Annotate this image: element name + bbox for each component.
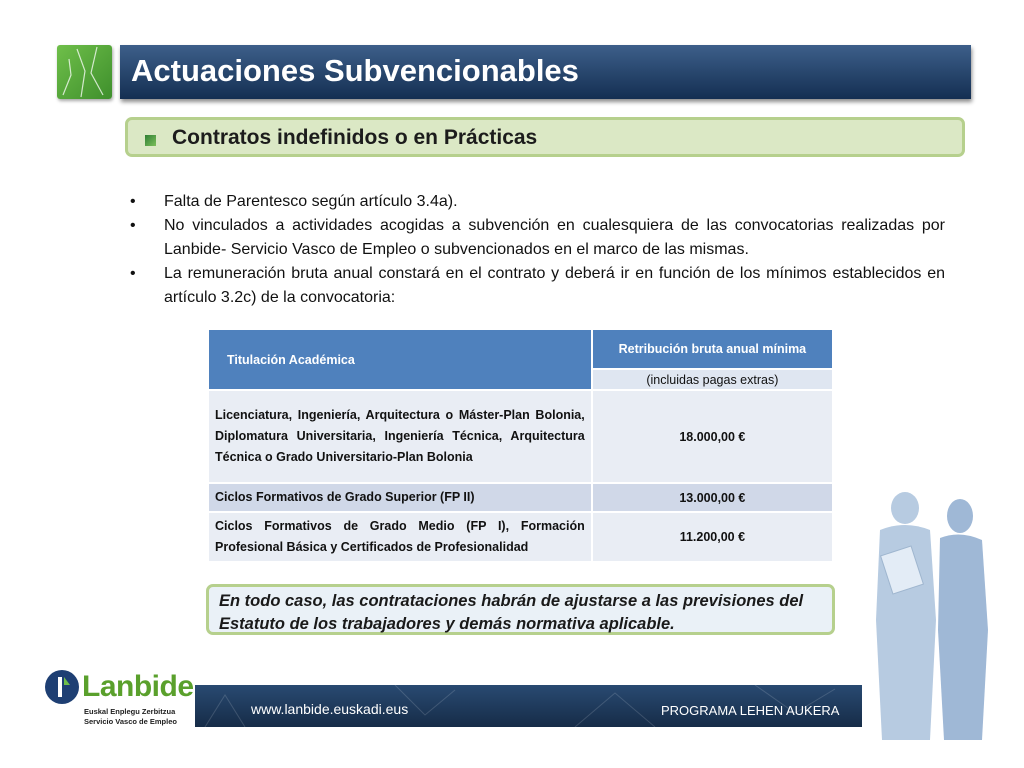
footer-bar (195, 685, 862, 727)
brand-line-1: Euskal Enplegu Zerbitzua (84, 707, 176, 716)
column-subheader: (incluidas pagas extras) (592, 369, 833, 390)
bullet-icon: • (130, 265, 136, 282)
titulacion-cell: Ciclos Formativos de Grado Medio (FP I), Formación Profesional Básica y Certificados de Profesionalidad (208, 512, 592, 562)
bullet-text: Falta de Parentesco según artículo 3.4a). (164, 193, 458, 210)
titulacion-cell: Licenciatura, Ingeniería, Arquitectura o Máster-Plan Bolonia, Diplomatura Universitaria, Ingeniería Técnica, Arquitectura Técnica o Grado Universitario-Plan Bolonia (208, 390, 592, 483)
retribucion-cell: 11.200,00 € (592, 512, 833, 562)
corner-lines-icon (57, 45, 112, 99)
section-heading-box (125, 117, 965, 157)
table-row (208, 512, 833, 562)
column-header-retribucion: Retribución bruta anual mínima (592, 329, 833, 369)
list-item (130, 262, 945, 310)
list-item (130, 214, 945, 262)
bullet-text: La remuneración bruta anual constará en el contrato y deberá ir en función de los mínimos establecidos en artículo 3.2c) de la convocatoria: (164, 265, 945, 306)
bullet-icon: • (130, 217, 136, 234)
people-silhouette-illustration (860, 490, 990, 745)
list-item (130, 190, 945, 214)
bullet-text: No vinculados a actividades acogidas a subvención en cualesquiera de las convocatorias realizadas por Lanbide- Servicio Vasco de Empleo o subvencionados en el marco de las mismas. (164, 217, 945, 258)
green-square-icon (145, 135, 156, 146)
page-title: Actuaciones Subvencionables (131, 53, 579, 88)
note-box: En todo caso, las contrataciones habrán de ajustarse a las previsiones del Estatuto de los trabajadores y demás normativa aplicable. (206, 584, 835, 635)
brand-line-2: Servicio Vasco de Empleo (84, 717, 177, 726)
section-heading: Contratos indefinidos o en Prácticas (172, 126, 538, 149)
bullet-list (130, 190, 945, 310)
brand-name: Lanbide (82, 670, 194, 703)
corner-logo (57, 45, 112, 99)
title-bar (120, 45, 971, 99)
lanbide-logo (44, 667, 194, 742)
titulacion-cell: Ciclos Formativos de Grado Superior (FP II) (208, 483, 592, 512)
retribucion-cell: 13.000,00 € (592, 483, 833, 512)
footer-url[interactable]: www.lanbide.euskadi.eus (251, 701, 409, 717)
table-row (208, 390, 833, 483)
column-header-titulacion: Titulación Académica (208, 329, 592, 390)
people-silhouette-icon (860, 490, 990, 740)
salary-table (207, 328, 834, 563)
bullet-icon: • (130, 193, 136, 210)
retribucion-cell: 18.000,00 € (592, 390, 833, 483)
footer-program: PROGRAMA LEHEN AUKERA (661, 703, 840, 718)
table-row (208, 483, 833, 512)
